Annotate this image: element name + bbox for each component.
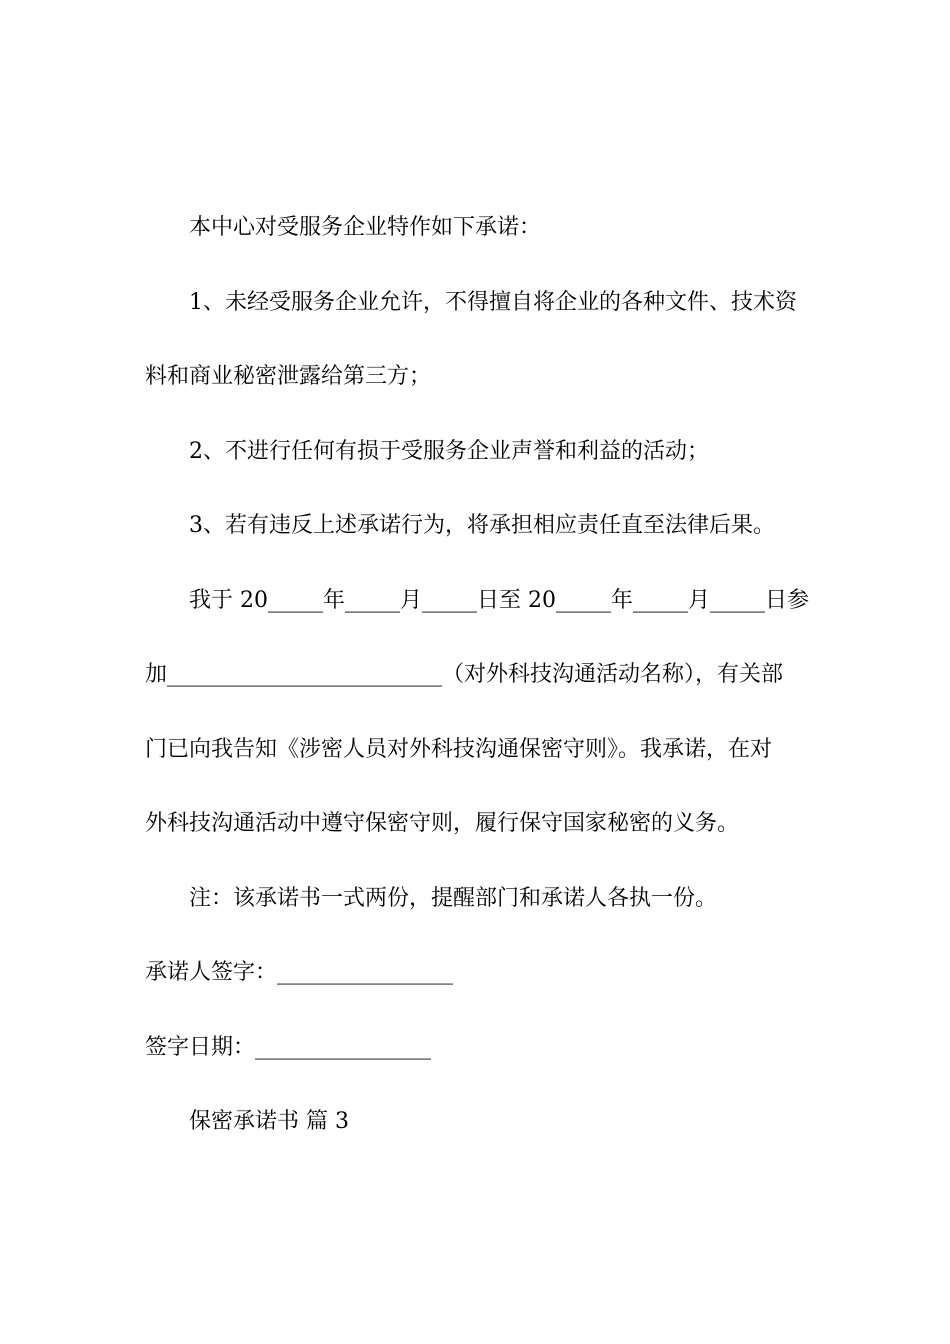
next-section-heading: 保密承诺书 篇 3 [189, 1109, 349, 1134]
item-1-line-1: 1、未经受服务企业允许，不得擅自将企业的各种文件、技术资 [189, 290, 797, 315]
item-2: 2、不进行任何有损于受服务企业声誉和利益的活动； [189, 439, 709, 464]
intro-paragraph: 本中心对受服务企业特作如下承诺： [189, 215, 542, 240]
signature-field: 承诺人签字：________________ [145, 960, 454, 985]
item-3: 3、若有违反上述承诺行为，将承担相应责任直至法律后果。 [189, 513, 775, 538]
item-1-line-2: 料和商业秘密泄露给第三方； [145, 364, 432, 389]
pledge-line-1: 我于 20_____年_____月_____日至 20_____年_____月_____日参 [189, 588, 809, 613]
pledge-line-2: 加_________________________（对外科技沟通活动名称），有关部 [145, 662, 784, 687]
pledge-line-4: 外科技沟通活动中遵守保密守则，履行保守国家秘密的义务。 [145, 811, 740, 836]
signature-date-field: 签字日期：________________ [145, 1035, 432, 1060]
note-paragraph: 注：该承诺书一式两份，提醒部门和承诺人各执一份。 [189, 886, 718, 911]
pledge-line-3: 门已向我告知《涉密人员对外科技沟通保密守则》。我承诺，在对 [145, 737, 773, 762]
